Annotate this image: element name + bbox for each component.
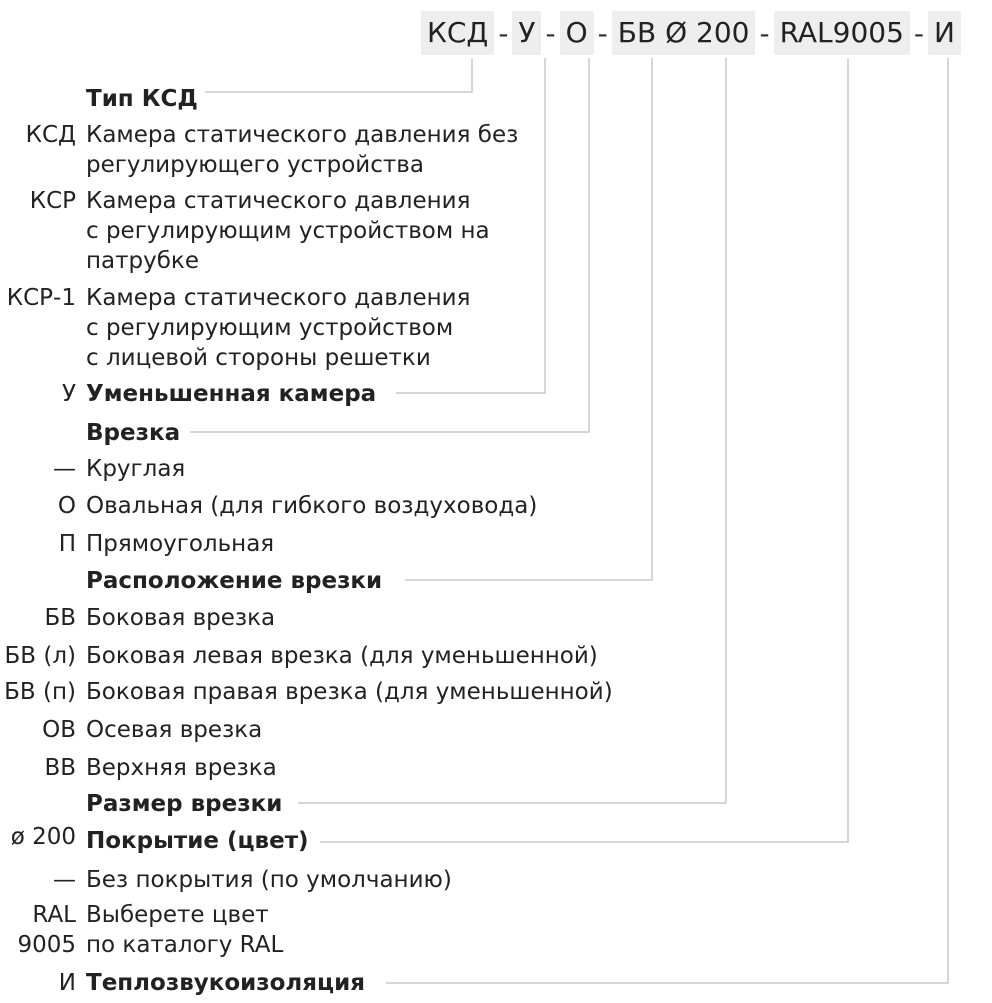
item-code: БВ <box>44 605 76 631</box>
item-description: Боковая врезка <box>86 605 276 631</box>
section-type-heading: Тип КСД <box>86 84 204 114</box>
section-coating-heading: Покрытие (цвет) <box>86 826 315 856</box>
item-description: Выберете цвет по каталогу RAL <box>86 902 284 958</box>
item-description: Боковая правая врезка (для уменьшенной) <box>86 679 613 705</box>
code-segment-reduced: У <box>512 11 541 55</box>
item-description: Камера статического давления с регулирующим устройством с лицевой стороны решетки <box>86 285 471 371</box>
item-description: Верхняя врезка <box>86 755 277 781</box>
item-code: ОВ <box>42 717 76 743</box>
code-separator: - <box>545 16 556 50</box>
code-separator: - <box>498 16 509 50</box>
section-insert-heading: Врезка <box>86 418 186 448</box>
code-segment-type: КСД <box>421 11 494 55</box>
code-bar <box>421 10 961 56</box>
item-code: БВ (л) <box>4 643 76 669</box>
item-description: Без покрытия (по умолчанию) <box>86 867 452 893</box>
item-description: Овальная (для гибкого воздуховода) <box>86 493 538 519</box>
item-code: КСР-1 <box>6 285 76 311</box>
section-size-heading: Размер врезки <box>86 789 288 819</box>
connector-type <box>205 58 472 92</box>
item-description: Боковая левая врезка (для уменьшенной) <box>86 643 598 669</box>
item-code: БВ (п) <box>4 679 76 705</box>
item-code: ВВ <box>44 755 76 781</box>
item-code: ø 200 <box>10 824 76 850</box>
section-insulation-heading: Теплозвукоизоляция <box>86 968 371 998</box>
item-description: Камера статического давления без регулирующего устройства <box>86 122 519 178</box>
code-segment-location-size: БВ Ø 200 <box>612 11 756 55</box>
item-code: — <box>53 867 76 893</box>
item-description: Камера статического давления с регулирующим устройством на патрубке <box>86 188 490 274</box>
code-segment-insulation: И <box>928 11 961 55</box>
item-code: И <box>58 970 76 996</box>
item-description: Прямоугольная <box>86 531 275 557</box>
item-code: RAL 9005 <box>17 902 76 958</box>
item-code: КСД <box>25 122 76 148</box>
item-code: КСР <box>29 188 76 214</box>
item-code: — <box>53 456 76 482</box>
item-code: О <box>57 493 76 519</box>
item-code: У <box>61 381 76 407</box>
code-segment-insert: О <box>560 11 594 55</box>
item-code: П <box>58 531 76 557</box>
code-separator: - <box>597 16 608 50</box>
item-description: Осевая врезка <box>86 717 263 743</box>
section-location-heading: Расположение врезки <box>86 566 388 596</box>
section-reduced-heading: Уменьшенная камера <box>86 379 382 409</box>
code-separator: - <box>913 16 925 50</box>
code-separator: - <box>759 16 770 50</box>
item-description: Круглая <box>86 456 186 482</box>
code-segment-coating: RAL9005 <box>774 11 910 55</box>
